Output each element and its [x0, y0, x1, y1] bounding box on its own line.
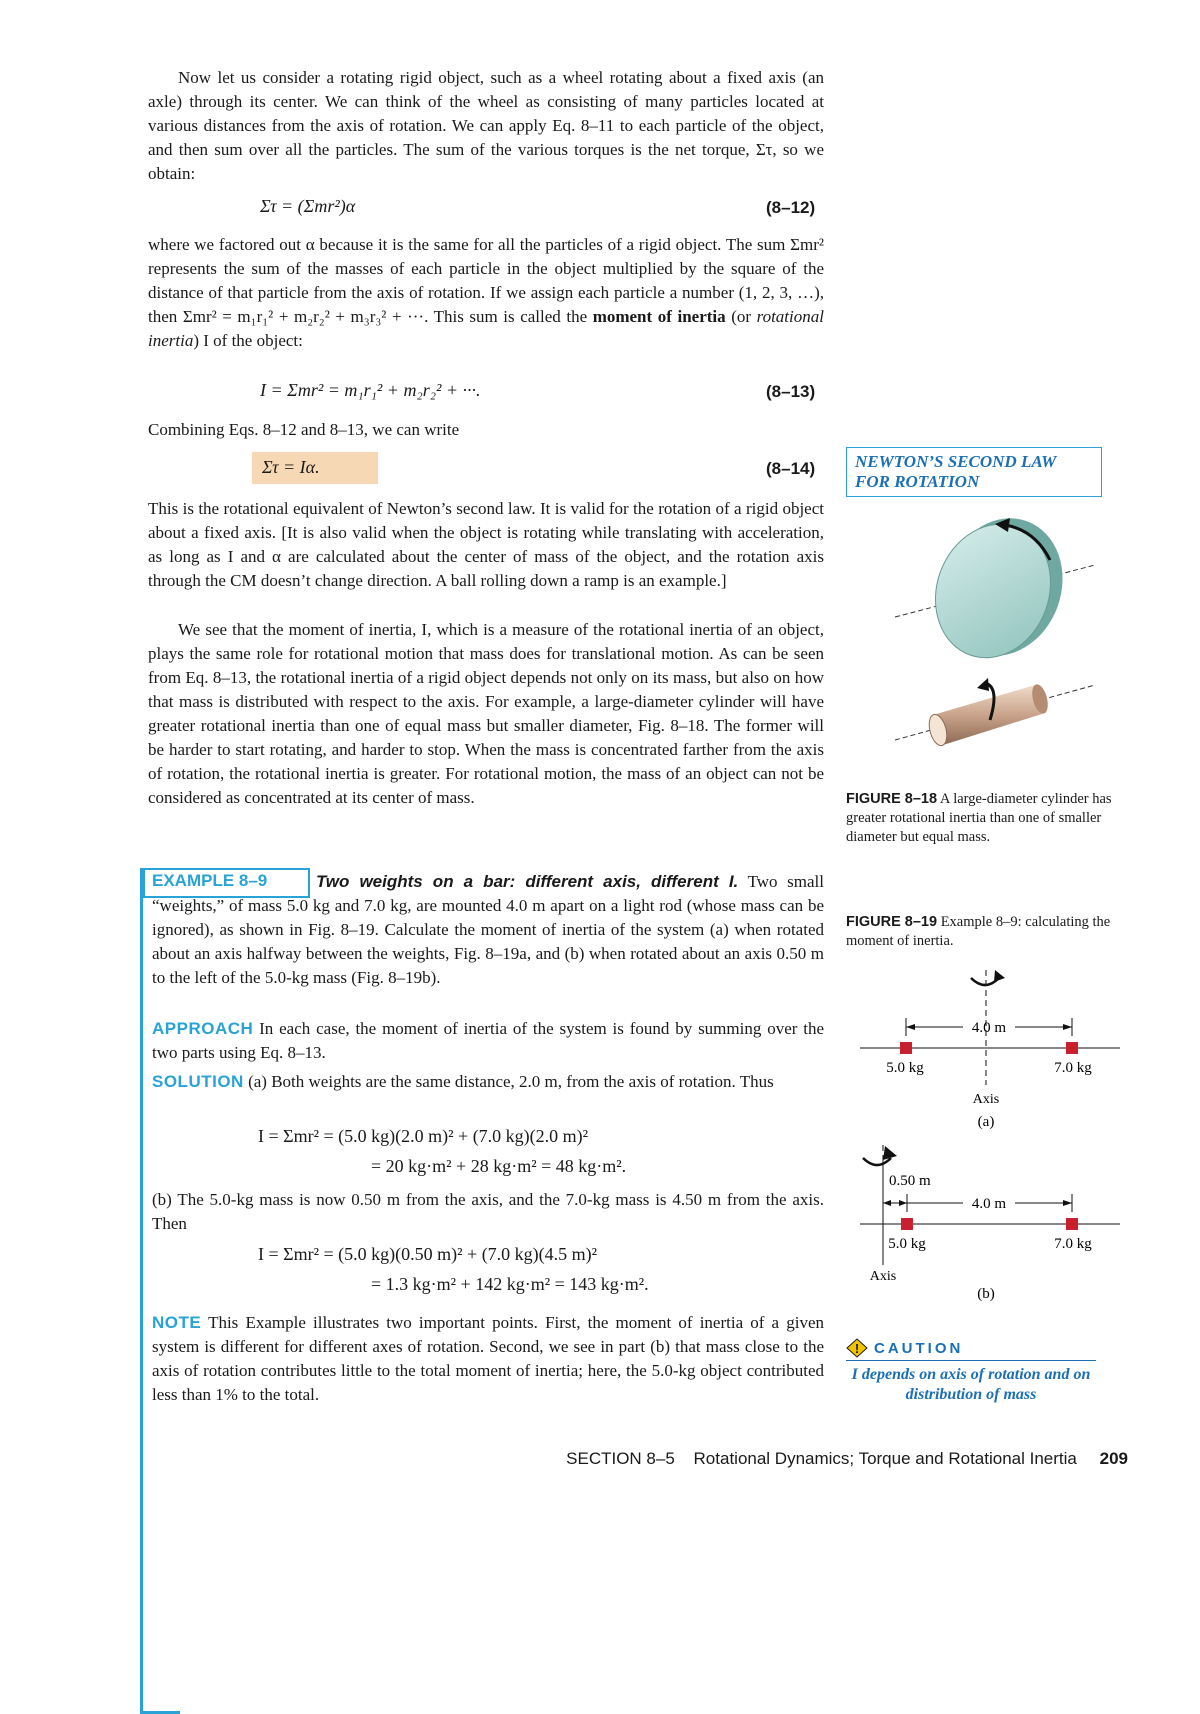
- figure-8-19-caption: [846, 913, 1128, 951]
- figure-8-19-caption-text: Example 8–9: calculating the moment of inertia.: [846, 914, 1111, 949]
- solution-b-line1: I = Σmr² = (5.0 kg)(0.50 m)² + (7.0 kg)(4.5 m)²: [258, 1244, 598, 1264]
- mass-label-left-a: 5.0 kg: [886, 1060, 924, 1076]
- approach-label: APPROACH: [152, 1019, 254, 1038]
- figure-8-18-caption-text: A large-diameter cylinder has greater rotational inertia than one of smaller diameter but equal mass.: [846, 791, 1112, 845]
- footer-title: Rotational Dynamics; Torque and Rotational Inertia: [693, 1449, 1077, 1468]
- large-cylinder: [917, 508, 1069, 674]
- note-label: NOTE: [152, 1313, 202, 1332]
- svg-text:!: !: [854, 1341, 860, 1356]
- caution-label: CAUTION: [874, 1339, 964, 1357]
- page-number: 209: [1099, 1449, 1128, 1468]
- equation-8-12: Στ = (Σmr²)α: [260, 196, 356, 216]
- example-statement: [152, 870, 824, 990]
- distance-label-a: 4.0 m: [971, 1020, 1007, 1036]
- mass-7kg-b: [1066, 1218, 1078, 1230]
- figure-8-19-label: FIGURE 8–19: [846, 914, 938, 930]
- equation-8-12-number: (8–12): [766, 198, 816, 217]
- term-moment-of-inertia: moment of inertia: [592, 307, 726, 326]
- mass-label-left-b: 5.0 kg: [888, 1236, 926, 1252]
- figure-8-19b-diagram: [845, 1140, 1135, 1320]
- margin-note-newton: NEWTON’S SECOND LAW FOR ROTATION: [846, 447, 1102, 497]
- solution-text: (a) Both weights are the same distance, 2.0 m, from the axis of rotation. Thus: [248, 1072, 774, 1091]
- paragraph-rotational-inertia: We see that the moment of inertia, I, which is a measure of the rotational inertia of an object, plays the same role for rotational motion that mass does for translational motion. As can be seen from Eq. 8–13, the rotational inertia of a rigid object depends not only on its mass, but also on how that mass is distributed with respect to the axis. For example, a large-diameter cylinder will have greater rotational inertia than one of equal mass but smaller diameter, Fig. 8–18. The former will be harder to start rotating, and harder to stop. When the mass is concentrated farther from the axis of rotation, the rotational inertia is greater. For rotational motion, the mass of an object can not be considered as concentrated at its center of mass.: [148, 620, 824, 807]
- solution-a-line2: = 20 kg·m² + 28 kg·m² = 48 kg·m².: [371, 1156, 627, 1176]
- part-b-label: (b): [977, 1286, 995, 1302]
- solution-a-line1: I = Σmr² = (5.0 kg)(2.0 m)² + (7.0 kg)(2.0 m)²: [258, 1126, 589, 1146]
- caution-box: [846, 1338, 1096, 1405]
- arrow-head-small-icon: [977, 678, 989, 691]
- solution-b-text: (b) The 5.0-kg mass is now 0.50 m from the axis, and the 7.0-kg mass is 4.50 m from the axis. Then: [152, 1190, 824, 1233]
- paragraph-text-end: ) I of the object:: [193, 331, 303, 350]
- small-cylinder: [933, 685, 1045, 745]
- equation-8-14-number: (8–14): [766, 459, 816, 478]
- axis-label-a: Axis: [972, 1092, 1000, 1107]
- paragraph-text-mid: (or: [725, 307, 757, 326]
- note-paragraph: [152, 1311, 824, 1407]
- paragraph-rotational-equivalent: This is the rotational equivalent of Newton’s second law. It is valid for the rotation of a rigid object about a fixed axis. [It is also valid when the object is rotating while translating with acceleration, as long as I and α are calculated about the center of mass of the object, and the rotation axis through the CM doesn’t change direction. A ball rolling down a ramp is an example.]: [148, 499, 824, 590]
- figure-8-18-caption: [846, 790, 1128, 847]
- term-rotational-inertia: rotational inertia: [148, 307, 824, 350]
- paragraph-text: where we factored out α because it is the same for all the particles of a rigid object. The sum Σmr² represents the sum of the masses of each particle in the object multiplied by the square of the distance of that particle from the axis of rotation. If we assign each particle a number (1, 2, 3, …), then Σmr² = m₁r₁² + m₂r₂² + m₃r₃² + ···. This sum is called the: [148, 235, 824, 326]
- equation-8-13: I = Σmr² = m₁r₁² + m₂r₂² + ···.: [260, 380, 481, 400]
- mass-5kg-b: [901, 1218, 913, 1230]
- example-bracket-line: [140, 868, 143, 1713]
- intro-paragraph: Now let us consider a rotating rigid object, such as a wheel rotating about a fixed axis (an axle) through its center. We can think of the wheel as consisting of many particles located at various distances from the axis of rotation. We can apply Eq. 8–11 to each particle of the object, and then sum over all the particles. The sum of the various torques is the net torque, Στ, so we obtain:: [148, 68, 824, 183]
- figure-8-18-label: FIGURE 8–18: [846, 791, 938, 807]
- figure-8-18-cylinders: [845, 505, 1105, 775]
- approach-text: In each case, the moment of inertia of the system is found by summing over the two parts using Eq. 8–13.: [152, 1019, 825, 1062]
- mass-5kg-a: [900, 1042, 912, 1054]
- mass-7kg-a: [1066, 1042, 1078, 1054]
- axis-label-b: Axis: [869, 1269, 897, 1284]
- example-label: EXAMPLE 8–9: [152, 871, 268, 890]
- approach-paragraph: [152, 1017, 824, 1065]
- warning-icon: [846, 1338, 868, 1358]
- solution-b-line2: = 1.3 kg·m² + 142 kg·m² = 143 kg·m².: [371, 1274, 649, 1294]
- mass-label-right-a: 7.0 kg: [1054, 1060, 1092, 1076]
- solution-label: SOLUTION: [152, 1072, 244, 1091]
- offset-label-b: 0.50 m: [889, 1173, 931, 1189]
- distance-label-b: 4.0 m: [971, 1196, 1007, 1212]
- page-footer: [566, 1449, 1128, 1469]
- equation-8-14: Στ = Iα.: [262, 457, 320, 477]
- example-title: Two weights on a bar: different axis, different I.: [316, 872, 739, 891]
- example-text: Two small “weights,” of mass 5.0 kg and 7.0 kg, are mounted 4.0 m apart on a light rod (whose mass can be ignored), as shown in Fig. 8–19. Calculate the moment of inertia of the system (a) when rotated about an axis halfway between the weights, Fig. 8–19a, and (b) when rotated about an axis 0.50 m to the left of the 5.0-kg mass (Fig. 8–19b).: [152, 872, 824, 987]
- part-a-label: (a): [977, 1114, 995, 1130]
- combining-text: Combining Eqs. 8–12 and 8–13, we can write: [148, 420, 460, 439]
- caution-text: I depends on axis of rotation and on distribution of mass: [851, 1366, 1091, 1403]
- paragraph-moment-of-inertia: [148, 233, 824, 353]
- footer-section: SECTION 8–5: [566, 1449, 675, 1468]
- equation-8-13-number: (8–13): [766, 382, 816, 401]
- caution-header: [846, 1338, 1096, 1361]
- mass-label-right-b: 7.0 kg: [1054, 1236, 1092, 1252]
- note-text: This Example illustrates two important points. First, the moment of inertia of a given system is different for different axes of rotation. Second, we see in part (b) that mass close to the axis of rotation contributes little to the total moment of inertia; here, the 5.0-kg object contributed less than 1% to the total.: [152, 1313, 825, 1404]
- solution-paragraph: [152, 1070, 824, 1094]
